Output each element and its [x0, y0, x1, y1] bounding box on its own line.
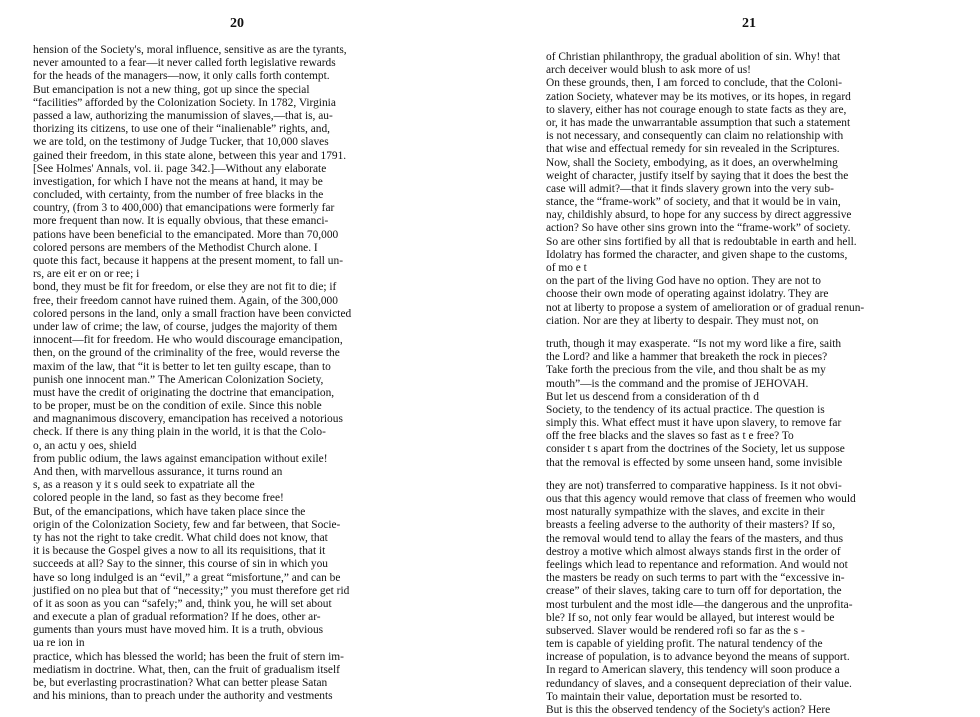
text-line: on the part of the living God have no option. They are not to [546, 275, 822, 288]
text-line: that the removal is effected by some unseen hand, some invisible [546, 456, 843, 469]
text-line: action? So have other sins grown into the “frame-work” of society. [546, 222, 851, 235]
text-line: and his minions, than to preach under the authority and vestments [33, 690, 333, 703]
text-line: and magnanimous discovery, emancipation has received a notorious [33, 413, 343, 426]
text-line: feelings which lead to repentance and reformation. And would not [546, 558, 848, 571]
text-line: gained their freedom, in this state alone, between this year and 1791. [33, 149, 347, 162]
text-line: In regard to American slavery, this tendency will soon produce a [546, 664, 840, 677]
text-line: is not necessary, and consequently can claim no relationship with [546, 130, 844, 143]
text-line: to slavery, either has not courage enough to state facts as they are, [546, 103, 847, 116]
text-line: ua re ion in [33, 637, 85, 650]
text-line: On these grounds, then, I am forced to conclude, that the Coloni- [546, 77, 843, 90]
right-page-text [546, 51, 952, 717]
text-line: or, it has made the unwarrantable assumption that such a statement [546, 116, 851, 129]
text-line: consider t s apart from the doctrines of the Society, let us suppose [546, 443, 845, 456]
text-line: Now, shall the Society, embodying, as it does, an overwhelming [546, 156, 838, 169]
text-line: colored people in the land, so fast as they become free! [33, 492, 284, 505]
text-line: hension of the Society's, moral influence, sensitive as are the tyrants, [33, 44, 347, 56]
text-line: passed a law, authorizing the manumission of slaves,—that is, au- [33, 109, 333, 122]
text-line: increase of population, is to advance beyond the means of support. [546, 651, 850, 664]
text-line: “facilities” afforded by the Colonization Society. In 1782, Virginia [33, 96, 336, 109]
text-line: s, as a reason y it s ould seek to expatriate all the [33, 479, 255, 492]
text-line: for the heads of the managers—now, it only calls forth contempt. [33, 70, 330, 83]
line-gap [546, 328, 952, 338]
text-line: the masters be ready on such terms to part with the “excessive in- [546, 572, 845, 585]
right-page [490, 0, 980, 716]
text-line: To maintain their value, deportation must be resorted to. [546, 690, 803, 703]
left-page [0, 0, 490, 703]
text-line: to be proper, must be on the condition of exile. Since this noble [33, 400, 322, 413]
text-line: choose their own mode of operating against idolatry. They are [546, 288, 829, 301]
text-line: But is this the observed tendency of the Society's action? Here [546, 704, 831, 716]
text-line: tem is capable of yielding profit. The natural tendency of the [546, 638, 823, 651]
text-line: truth, though it may exasperate. “Is not my word like a fire, saith [546, 337, 842, 350]
text-line: mouth”—is the command and the promise of JEHOVAH. [546, 377, 809, 390]
text-line: subserved. Slaver would be rendered rofi so far as the s - [546, 624, 805, 637]
text-line: colored persons are members of the Methodist Church alone. I [33, 241, 318, 254]
text-line: colored persons in the land, only a small fraction have been convicted [33, 307, 352, 320]
text-line: simply this. What effect must it have upon slavery, to remove far [546, 417, 842, 430]
text-line: guments than yours must have moved him. It is a truth, obvious [33, 624, 324, 637]
text-line: weight of character, justify itself by saying that it does the best the [546, 169, 849, 182]
left-page-text [33, 44, 443, 703]
text-line: of it as soon as you can “safely;” and, think you, he will set about [33, 597, 332, 610]
line-gap [546, 470, 952, 480]
text-line: from public odium, the laws against emancipation without exile! [33, 452, 328, 465]
text-line: most naturally sympathize with the slaves, and excite in their [546, 506, 825, 519]
text-line: the removal would tend to allay the fears of the masters, and thus [546, 532, 844, 545]
text-line: ty has not the right to take credit. What child does not know, that [33, 531, 328, 544]
text-line: succeeds at all? Say to the sinner, this course of sin in which you [33, 558, 328, 571]
text-line: But let us descend from a consideration of th d [546, 390, 759, 403]
text-line: concluded, with certainty, from the number of free blacks in the [33, 189, 324, 202]
text-line: quote this fact, because it happens at the present moment, to fall un- [33, 255, 343, 267]
text-line: off the free blacks and the slaves so fast as t e free? To [546, 430, 794, 443]
text-line: bond, they must be fit for freedom, or else they are not fit to die; if [33, 281, 337, 294]
text-line: Take forth the precious from the vile, and thou shalt be as my [546, 364, 826, 377]
text-line: And then, with marvellous assurance, it turns round an [33, 466, 283, 478]
text-line: justified on no plea but that of “necessity;” you must therefore get rid [33, 584, 350, 597]
text-line: But, of the emancipations, which have taken place since the [33, 505, 306, 518]
text-line: and execute a plan of gradual reformation? If he does, other ar- [33, 611, 321, 624]
text-line: it is because the Gospel gives a now to all its requisitions, that it [33, 545, 326, 558]
text-line: zation Society, whatever may be its motives, or its hopes, in regard [546, 90, 851, 103]
text-line: ous that this agency would remove that class of freemen who would [546, 493, 856, 505]
text-line: redundancy of slaves, and a consequent depreciation of their value. [546, 677, 852, 690]
text-line: ble? If so, not only fear would be allayed, but interest would be [546, 611, 835, 624]
text-line: maxim of the law, that “it is better to let ten guilty escape, than to [33, 360, 331, 373]
text-line: stance, the “frame-work” of society, and that it would be in vain, [546, 196, 841, 209]
text-line: ciation. Nor are they at liberty to despair. They must not, on [546, 314, 819, 327]
right-page-number: 21 [742, 16, 756, 31]
text-line: case will admit?—that it finds slavery grown into the very sub- [546, 182, 834, 195]
text-line: most turbulent and the most idle—the dangerous and the unprofita- [546, 598, 853, 611]
text-line: breasts a feeling adverse to the authority of their masters? If so, [546, 519, 836, 532]
text-line: But emancipation is not a new thing, got up since the special [33, 83, 310, 96]
text-line: innocent—fit for freedom. He who would discourage emancipation, [33, 334, 343, 347]
text-line: Society, to the tendency of its actual practice. The question is [546, 403, 825, 416]
left-page-number: 20 [230, 16, 244, 31]
text-line: they are not) transferred to comparative happiness. Is it not obvi- [546, 479, 842, 492]
text-line: under law of crime; the law, of course, judges the majority of them [33, 320, 338, 333]
text-line: the Lord? and like a hammer that breaketh the rock in pieces? [546, 351, 828, 364]
text-line: pations have been beneficial to the emancipated. More than 70,000 [33, 228, 339, 241]
text-line: we are told, on the testimony of Judge Tucker, that 10,000 slaves [33, 136, 329, 149]
text-line: practice, which has blessed the world; has been the fruit of stern im- [33, 650, 344, 663]
text-line: country, (from 3 to 400,000) that emancipations were formerly far [33, 202, 335, 215]
text-line: origin of the Colonization Society, few and far between, that Socie- [33, 518, 341, 531]
text-line: that wise and effectual remedy for sin revealed in the Scriptures. [546, 143, 840, 156]
text-line: crease” of their slaves, taking care to turn off for deportation, the [546, 585, 842, 598]
text-line: then, on the ground of the criminality of the free, would reverse the [33, 347, 340, 360]
text-line: thorizing its citizens, to use one of their “inalienable” rights, and, [33, 123, 331, 136]
text-line: check. If there is any thing plain in the world, it is that the Colo- [33, 426, 326, 439]
text-line: investigation, for which I have not the means at hand, it may be [33, 175, 323, 188]
text-line: have so long indulged is an “evil,” a great “misfortune,” and can be [33, 571, 341, 584]
text-line: of Christian philanthropy, the gradual abolition of sin. Why! that [546, 51, 841, 63]
text-line: Idolatry has formed the character, and given shape to the customs, [546, 248, 848, 261]
text-line: o, an actu y oes, shield [33, 439, 137, 452]
text-line: nay, childishly absurd, to hope for any success by direct aggressive [546, 209, 852, 222]
text-line: rs, are eit er on or ree; i [33, 268, 140, 281]
text-line: mediatism in doctrine. What, then, can the fruit of gradualism itself [33, 663, 340, 676]
text-line: destroy a motive which almost always stands first in the order of [546, 545, 841, 558]
text-line: punish one innocent man.” The American Colonization Society, [33, 373, 324, 386]
text-line: more frequent than now. It is equally obvious, that these emanci- [33, 215, 329, 228]
text-line: [See Holmes' Annals, vol. ii. page 342.]—Without any elaborate [33, 162, 327, 175]
text-line: never amounted to a fear—it never called forth legislative rewards [33, 57, 336, 70]
text-line: So are other sins fortified by all that is redoubtable in earth and hell. [546, 235, 857, 248]
text-line: not at liberty to propose a system of amelioration or of gradual renun- [546, 301, 865, 314]
text-line: arch deceiver would blush to ask more of us! [546, 64, 751, 77]
text-line: free, their freedom cannot have ruined them. Again, of the 300,000 [33, 294, 338, 307]
text-line: be, but everlasting procrastination? What can better please Satan [33, 677, 328, 689]
text-line: of mo e t [546, 262, 587, 274]
text-line: must have the credit of originating the doctrine that emancipation, [33, 386, 335, 399]
